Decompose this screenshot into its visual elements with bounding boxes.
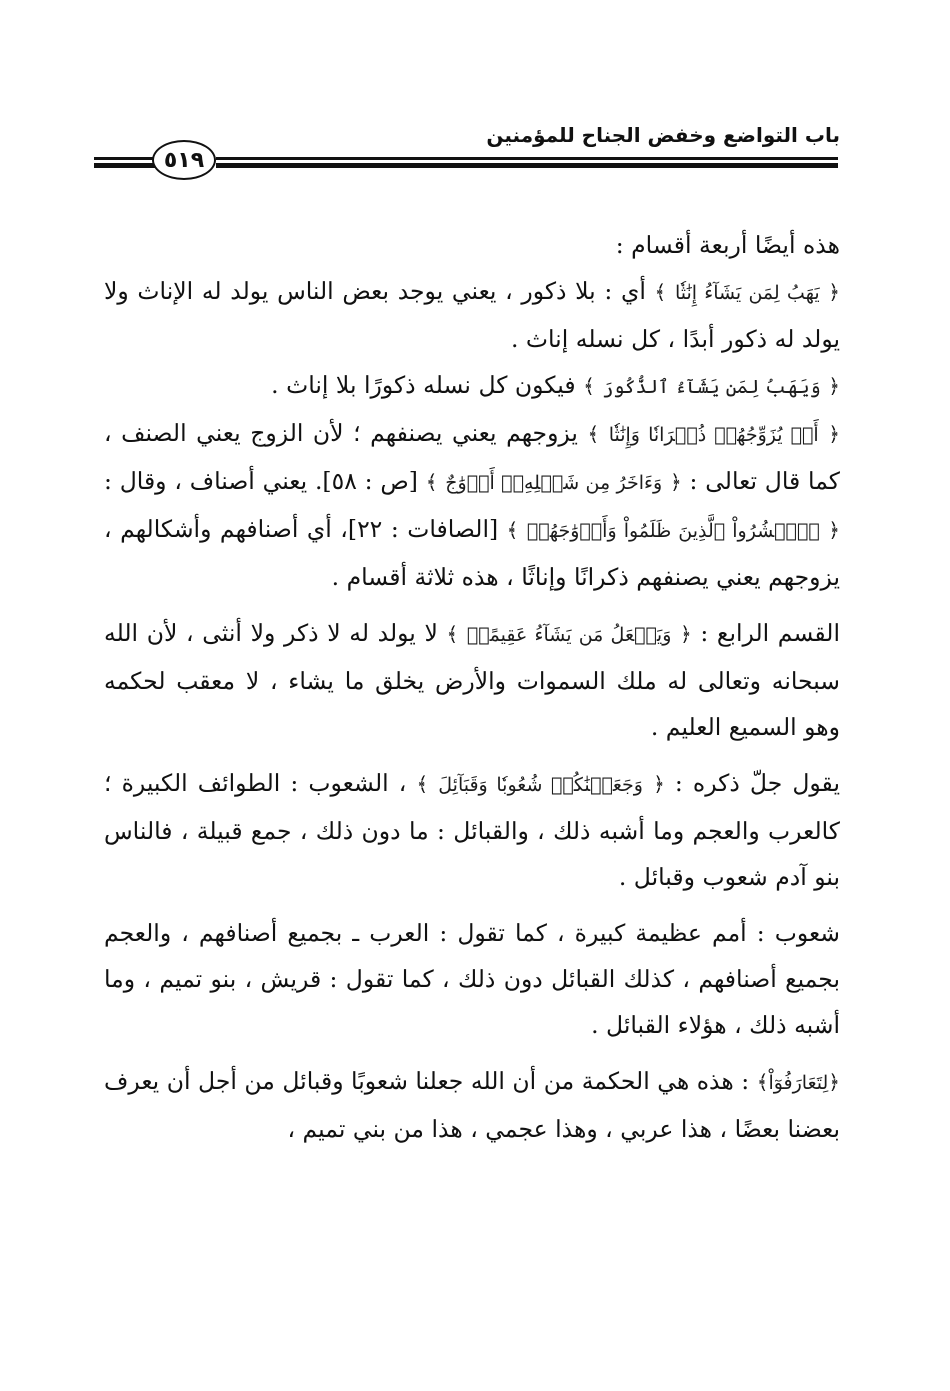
quran-close-bracket: ﴾ (425, 470, 438, 494)
quran-close-bracket: ﴾ (506, 518, 519, 542)
quran-close-bracket: ﴾ (583, 374, 595, 398)
paragraph-females (104, 268, 840, 362)
running-header-title: باب التواضع وخفض الجناح للمؤمنين (486, 123, 840, 147)
quran-open-bracket: ﴿ (828, 280, 841, 304)
quran-close-bracket: ﴾ (756, 1070, 769, 1094)
quran-open-bracket: ﴿ (680, 622, 692, 646)
paragraph-nations (104, 760, 840, 900)
paragraph-males (104, 362, 840, 410)
quran-open-bracket: ﴿ (653, 772, 665, 796)
paragraph-text: : هذه هي الحكمة من أن الله جعلنا شعوبًا وقبائل من أجل أن يعرف بعضنا بعضًا ، هذا عربي ، وهذا عجمي ، هذا من بني تميم ، (104, 1067, 840, 1143)
header-rule-left-thick (94, 163, 156, 168)
quran-close-bracket: ﴾ (446, 622, 459, 646)
paragraph-text: شعوب : أمم عظيمة كبيرة ، كما تقول : العرب ـ بجميع أصنافهم ، والعجم بجميع أصنافهم ، كذلك القبائل دون ذلك ، كما تقول : قريش ، بنو تميم ، وما أشبه ذلك ، هؤلاء القبائل . (104, 919, 840, 1039)
paragraph-peoples (104, 910, 840, 1048)
paragraph-barren (104, 610, 840, 750)
quran-verse: وَءَاخَرُ مِن شَكۡلِهِۦٓ أَزۡوَٰجٌ (445, 472, 663, 494)
paragraph-text: [الصافات : ٢٢]، أي أصنافهم وأشكالهم ، يزوجهم يعني يصنفهم ذكرانًا وإناثًا ، هذه ثلاثة أقسام . (104, 515, 840, 591)
paragraph-text: [ص : ٥٨]. يعني أصناف ، وقال : (104, 467, 426, 495)
paragraph-wisdom (104, 1058, 840, 1152)
quran-close-bracket: ﴾ (654, 280, 667, 304)
paragraph-text: يقول جلّ ذكره : (664, 769, 840, 797)
quran-verse: لِتَعَارَفُوٓاْ (768, 1072, 829, 1094)
paragraph-text: أي : بلا ذكور ، يعني يوجد بعض الناس يولد له الإناث ولا يولد له ذكور أبدًا ، كل نسله إناث . (104, 277, 840, 353)
quran-verse: وَيَهَبُ لِمَن يَشَآءُ ٱلذُّكُورَ (602, 376, 821, 398)
paragraph-text: فيكون كل نسله ذكورًا بلا إناث . (271, 371, 584, 399)
quran-open-bracket: ﴿ (828, 518, 840, 542)
paragraph-text: لا يولد له لا ذكر ولا أنثى ، لأن الله سبحانه وتعالى له ملك السموات والأرض يخلق ما يشاء ، لا معقب لحكمه وهو السميع العليم . (104, 619, 840, 741)
paragraph-text: القسم الرابع : (691, 619, 840, 647)
body-text (104, 222, 840, 1152)
quran-open-bracket: ﴿ (828, 374, 840, 398)
quran-verse: ۞ٱحۡشُرُواْ ٱلَّذِينَ ظَلَمُواْ وَأَزۡوَٰجَهُمۡ (526, 520, 820, 542)
quran-open-bracket: ﴿ (828, 1070, 841, 1094)
header-rule-right-thick (216, 163, 838, 168)
paragraph-text: هذه أيضًا أربعة أقسام : (615, 231, 840, 259)
quran-verse: وَجَعَلۡنَٰكُمۡ شُعُوبٗا وَقَبَآئِلَ (438, 774, 643, 796)
quran-close-bracket: ﴾ (587, 422, 600, 446)
quran-verse: يَهَبُ لِمَن يَشَآءُ إِنَٰثٗا (674, 282, 820, 304)
paragraph-text: يزوجهم يعني يصنفهم ؛ لأن الزوج يعني الصنف ، كما قال تعالى : (104, 419, 840, 495)
quran-close-bracket: ﴾ (416, 772, 429, 796)
page-number-badge: ٥١٩ (152, 140, 216, 180)
quran-verse: أَوۡ يُزَوِّجُهُمۡ ذُكۡرَانٗا وَإِنَٰثٗا (608, 424, 819, 446)
quran-open-bracket: ﴿ (669, 470, 682, 494)
quran-verse: وَيَجۡعَلُ مَن يَشَآءُ عَقِيمًاۚ (466, 624, 672, 646)
quran-open-bracket: ﴿ (828, 422, 840, 446)
paragraph-intro (104, 222, 840, 268)
header-rule-left-thin (94, 157, 156, 160)
paragraph-both (104, 410, 840, 600)
paragraph-text: ، الشعوب : الطوائف الكبيرة ؛ كالعرب والعجم وما أشبه ذلك ، والقبائل : ما دون ذلك ، جمع قبيلة ، فالناس بنو آدم شعوب وقبائل . (104, 769, 840, 891)
header-rule-right-thin (216, 157, 838, 160)
